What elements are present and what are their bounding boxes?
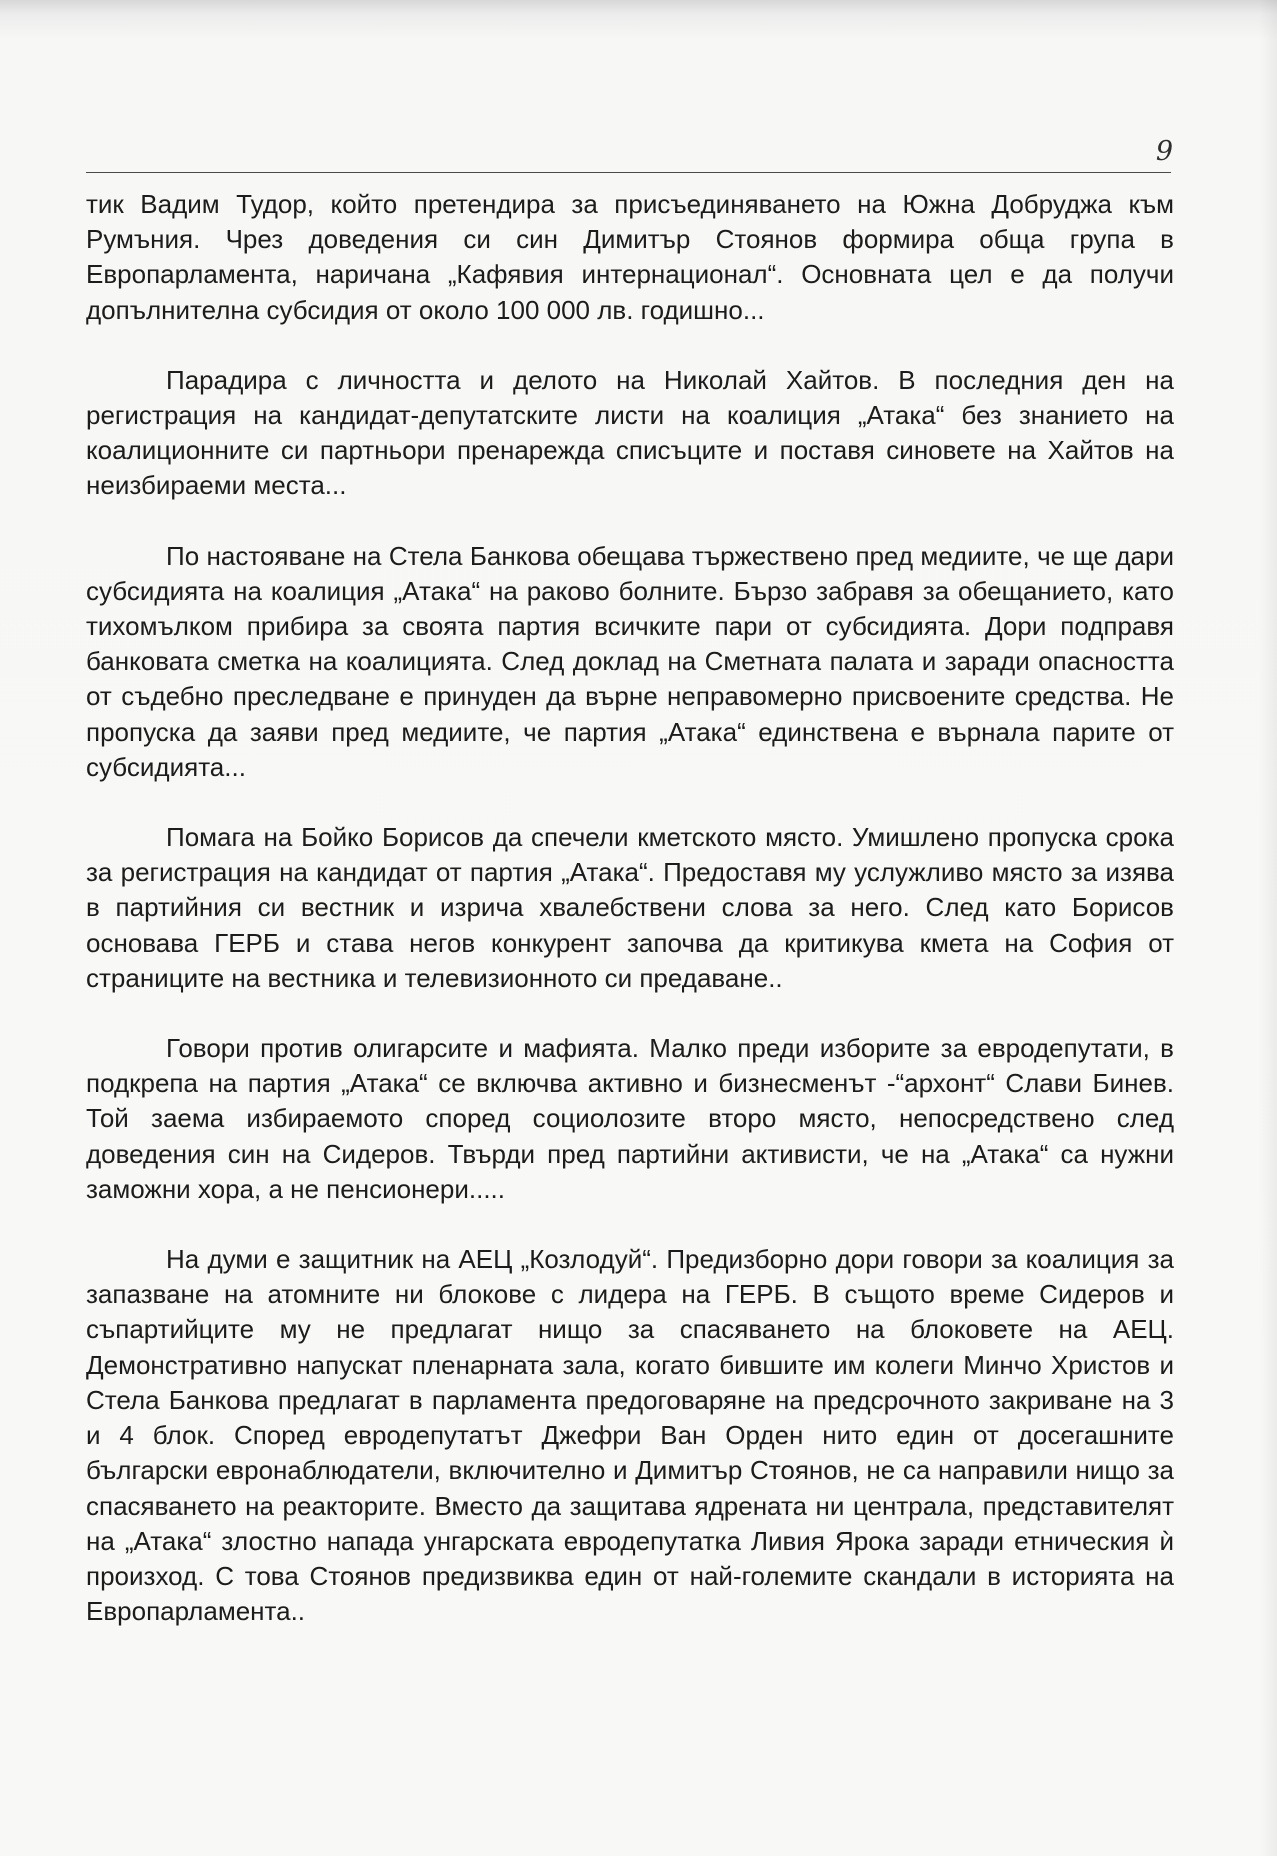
paragraph-2: Парадира с личността и делото на Николай Хайтов. В последния ден на регистрация на кандидат-депутатските листи на коалиция „Атака“ без знанието на коалиционните си партньори пренарежда списъците и поставя синовете на Хайтов на неизбираеми места... (86, 364, 1174, 501)
paragraph-3: По настояване на Стела Банкова обещава тържествено пред медиите, че ще дари субсидията на коалиция „Атака“ на раково болните. Бързо забравя за обещанието, като тихомълком прибира за своята партия всичките пари от субсидията. Дори подправя банковата сметка на коалицията. След доклад на Сметната палата и заради опасността от съдебно преследване е принуден да върне неправомерно присвоените средства. Не пропуска да заяви пред медиите, че партия „Атака“ единствена е върнала парите от субсидията... (86, 540, 1174, 782)
page-body (86, 187, 1174, 1664)
paragraph-1: тик Вадим Тудор, който претендира за присъединяването на Южна Добруджа към Румъния. Чрез доведения си син Димитър Стоянов формира обща група в Европарламента, наричана „Кафявия интернационал“. Основната цел е да получи допълнителна субсидия от около 100 000 лв. годишно... (86, 189, 1174, 325)
paragraph-6: На думи е защитник на АЕЦ „Козлодуй“. Предизборно дори говори за коалиция за запазване на атомните ни блокове с лидера на ГЕРБ. В същото време Сидеров и съпартийците му не предлагат нищо за спасяването на блоковете на АЕЦ. Демонстративно напускат пленарната зала, когато бившите им колеги Минчо Христов и Стела Банкова предлагат в парламента предоговаряне на предсрочното закриване на 3 и 4 блок. Според евродепутатът Джефри Ван Орден нито един от досегашните български евронаблюдатели, включително и Димитър Стоянов, не са направили нищо за спасяването на реакторите. Вместо да защитава ядрената ни централа, представителят на „Атака“ злостно напада унгарската евродепутатка Ливия Ярока заради етническия ѝ произход. С това Стоянов предизвиква един от най-големите скандали в историята на Европарламента.. (86, 1244, 1174, 1627)
paragraph-4: Помага на Бойко Борисов да спечели кметското място. Умишлено пропуска срока за регистрация на кандидат от партия „Атака“. Предоставя му услужливо място за изява в партийния си вестник и изрича хвалебствени слова за него. След като Борисов основава ГЕРБ и става негов конкурент започва да критикува кмета на София от страниците на вестника и телевизионното си предаване.. (86, 822, 1174, 993)
paragraph-5: Говори против олигарсите и мафията. Малко преди изборите за евродепутати, в подкрепа на партия „Атака“ се включва активно и бизнесменът -“архонт“ Слави Бинев. Той заема избираемото според социолозите второ място, непосредствено след доведения син на Сидеров. Твърди пред партийни активисти, че на „Атака“ са нужни заможни хора, а не пенсионери..... (86, 1033, 1174, 1204)
header-rule (86, 172, 1171, 173)
page-number: 9 (1155, 136, 1173, 167)
